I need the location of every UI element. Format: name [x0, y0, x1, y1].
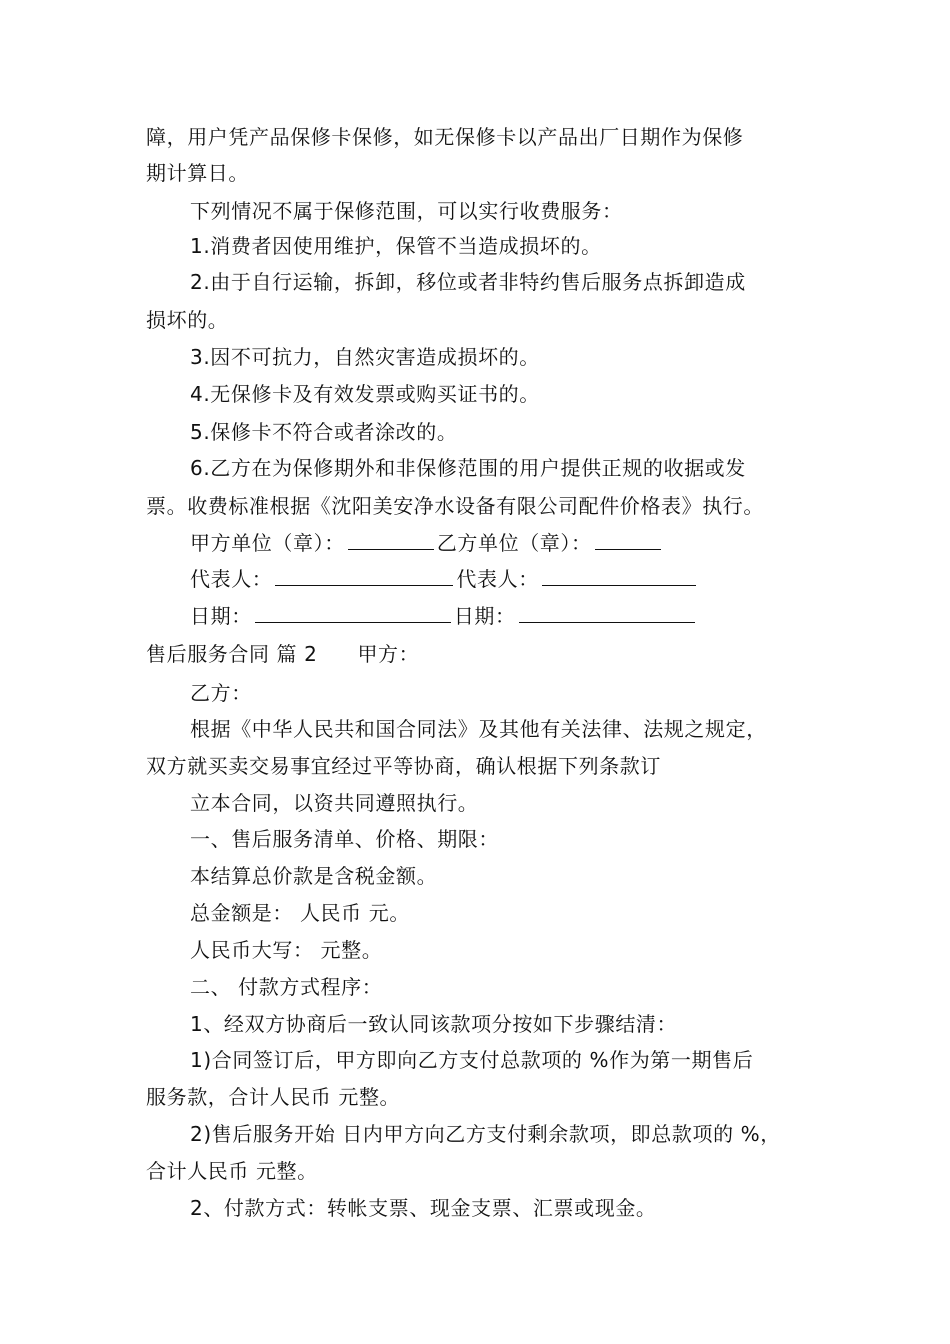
date-b-label: 日期： [453, 604, 516, 628]
signature-row-rep [190, 566, 699, 592]
paragraph-line: 人民币大写： 元整。 [190, 938, 383, 962]
party-a-unit-label: 甲方单位（章）： [190, 531, 345, 555]
paragraph-line: 总金额是： 人民币 元。 [190, 901, 410, 925]
paragraph-line: 期计算日。 [146, 161, 249, 185]
rep-b-label: 代表人： [456, 567, 539, 591]
paragraph-line: 1)合同签订后，甲方即向乙方支付总款项的 %作为第一期售后 [190, 1048, 754, 1072]
paragraph-line: 立本合同，以资共同遵照执行。 [190, 791, 479, 815]
list-item: 4.无保修卡及有效发票或购买证书的。 [190, 382, 540, 406]
party-a-label: 甲方： [357, 642, 420, 666]
party-a-unit-blank [348, 531, 434, 550]
paragraph-line: 损坏的。 [146, 308, 229, 332]
paragraph-line: 根据《中华人民共和国合同法》及其他有关法律、法规之规定， [190, 717, 767, 741]
paragraph-line: 下列情况不属于保修范围，可以实行收费服务： [190, 199, 623, 223]
party-b-unit-blank [595, 531, 661, 550]
paragraph-line: 双方就买卖交易事宜经过平等协商，确认根据下列条款订 [146, 754, 661, 778]
rep-a-label: 代表人： [190, 567, 273, 591]
section-heading [146, 641, 419, 667]
list-item: 2.由于自行运输，拆卸，移位或者非特约售后服务点拆卸造成 [190, 270, 746, 294]
section-title: 售后服务合同 篇 2 [146, 642, 318, 666]
date-a-label: 日期： [190, 604, 252, 628]
rep-b-blank [542, 567, 696, 586]
list-item: 3.因不可抗力，自然灾害造成损坏的。 [190, 345, 540, 369]
paragraph-line: 服务款，合计人民币 元整。 [146, 1085, 401, 1109]
list-item: 1.消费者因使用维护，保管不当造成损坏的。 [190, 234, 602, 258]
signature-row-date [190, 603, 698, 629]
paragraph-line: 2)售后服务开始 日内甲方向乙方支付剩余款项，即总款项的 %， [190, 1122, 781, 1146]
paragraph-line: 合计人民币 元整。 [146, 1159, 318, 1183]
list-item: 6.乙方在为保修期外和非保修范围的用户提供正规的收据或发 [190, 456, 746, 480]
clause-heading: 二、 付款方式程序： [190, 975, 383, 999]
party-b-unit-label: 乙方单位（章）： [436, 531, 592, 555]
rep-a-blank [275, 567, 453, 586]
date-b-blank [519, 604, 695, 623]
paragraph-line: 障，用户凭产品保修卡保修，如无保修卡以产品出厂日期作为保修 [146, 125, 744, 149]
paragraph-line: 2、付款方式：转帐支票、现金支票、汇票或现金。 [190, 1196, 657, 1220]
paragraph-line: 票。收费标准根据《沈阳美安净水设备有限公司配件价格表》执行。 [146, 494, 764, 518]
list-item: 5.保修卡不符合或者涂改的。 [190, 420, 458, 444]
signature-row-unit [190, 530, 664, 556]
paragraph-line: 本结算总价款是含税金额。 [190, 864, 438, 888]
date-a-blank [255, 604, 451, 623]
paragraph-line: 1、经双方协商后一致认同该款项分按如下步骤结清： [190, 1012, 678, 1036]
clause-heading: 一、售后服务清单、价格、期限： [190, 827, 499, 851]
paragraph-line: 乙方： [190, 681, 252, 705]
